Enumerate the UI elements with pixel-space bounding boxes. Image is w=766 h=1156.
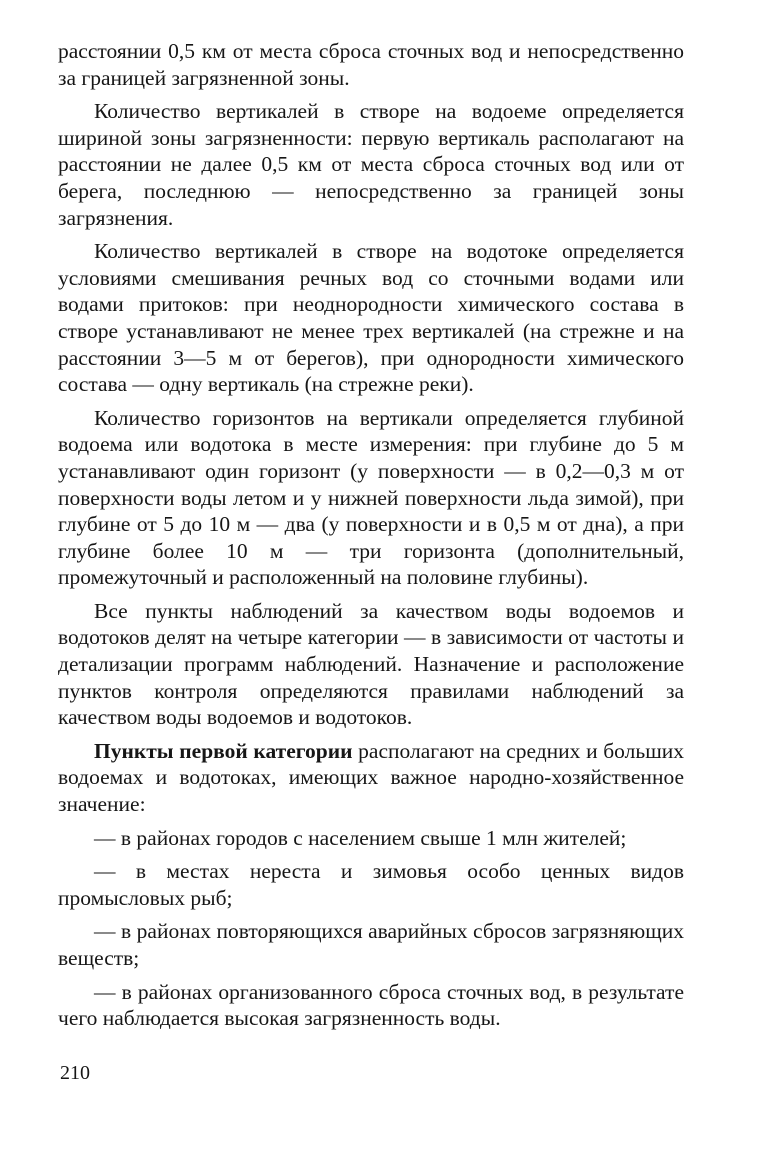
first-category-text: располагают на средних и больших водоемах и водотоках, имеющих важное народно-хозяйственное значение: (58, 738, 684, 817)
paragraph-first-category (58, 738, 684, 818)
paragraph-categories: Все пункты наблюдений за качеством воды водоемов и водотоков делят на четыре категории — в зависимости от частоты и детализации программ наблюдений. Назначение и расположение пунктов контроля определяются правилами наблюдений за качеством воды водоемов и водотоков. (58, 598, 684, 730)
page-body (58, 38, 684, 1039)
list-item: — в районах повторяющихся аварийных сбросов загрязняющих веществ; (58, 919, 684, 970)
paragraph-continuation: расстоянии 0,5 км от места сброса сточных вод и непосредственно за границей загрязненной зоны. (58, 39, 684, 90)
list-item: — в районах городов с населением свыше 1 млн жителей; (94, 825, 627, 850)
paragraph-horizons: Количество горизонтов на вертикали определяется глубиной водоема или водотока в месте измерения: при глубине до 5 м устанавливают один горизонт (у поверхности — в 0,2—0,3 м от поверхности воды летом и у нижней поверхности льда зимой), при глубине от 5 до 10 м — два (у поверхности и в 0,5 м от дна), а при глубине более 10 м — три горизонта (дополнительный, промежуточный и расположенный на половине глубины). (58, 405, 684, 590)
paragraph-verticals-reservoir: Количество вертикалей в створе на водоеме определяется шириной зоны загрязненности: первую вертикаль располагают на расстоянии не далее 0,5 км от места сброса сточных вод или от берега, последнюю — непосредственно за границей зоны загрязнения. (58, 99, 684, 230)
first-category-heading: Пункты первой категории (94, 738, 353, 763)
list-item: — в районах организованного сброса сточных вод, в результате чего наблюдается высокая загрязненность воды. (58, 979, 684, 1031)
page-number: 210 (60, 1062, 90, 1084)
paragraph-verticals-stream: Количество вертикалей в створе на водотоке определяется условиями смешивания речных вод со сточными водами или водами притоков: при неоднородности химического состава в створе устанавливают не менее трех вертикалей (на стрежне и на расстоянии 3—5 м от берегов), при однородности химического состава — одну вертикаль (на стрежне реки). (58, 239, 684, 397)
list-item: — в местах нереста и зимовья особо ценных видов промысловых рыб; (58, 859, 684, 910)
